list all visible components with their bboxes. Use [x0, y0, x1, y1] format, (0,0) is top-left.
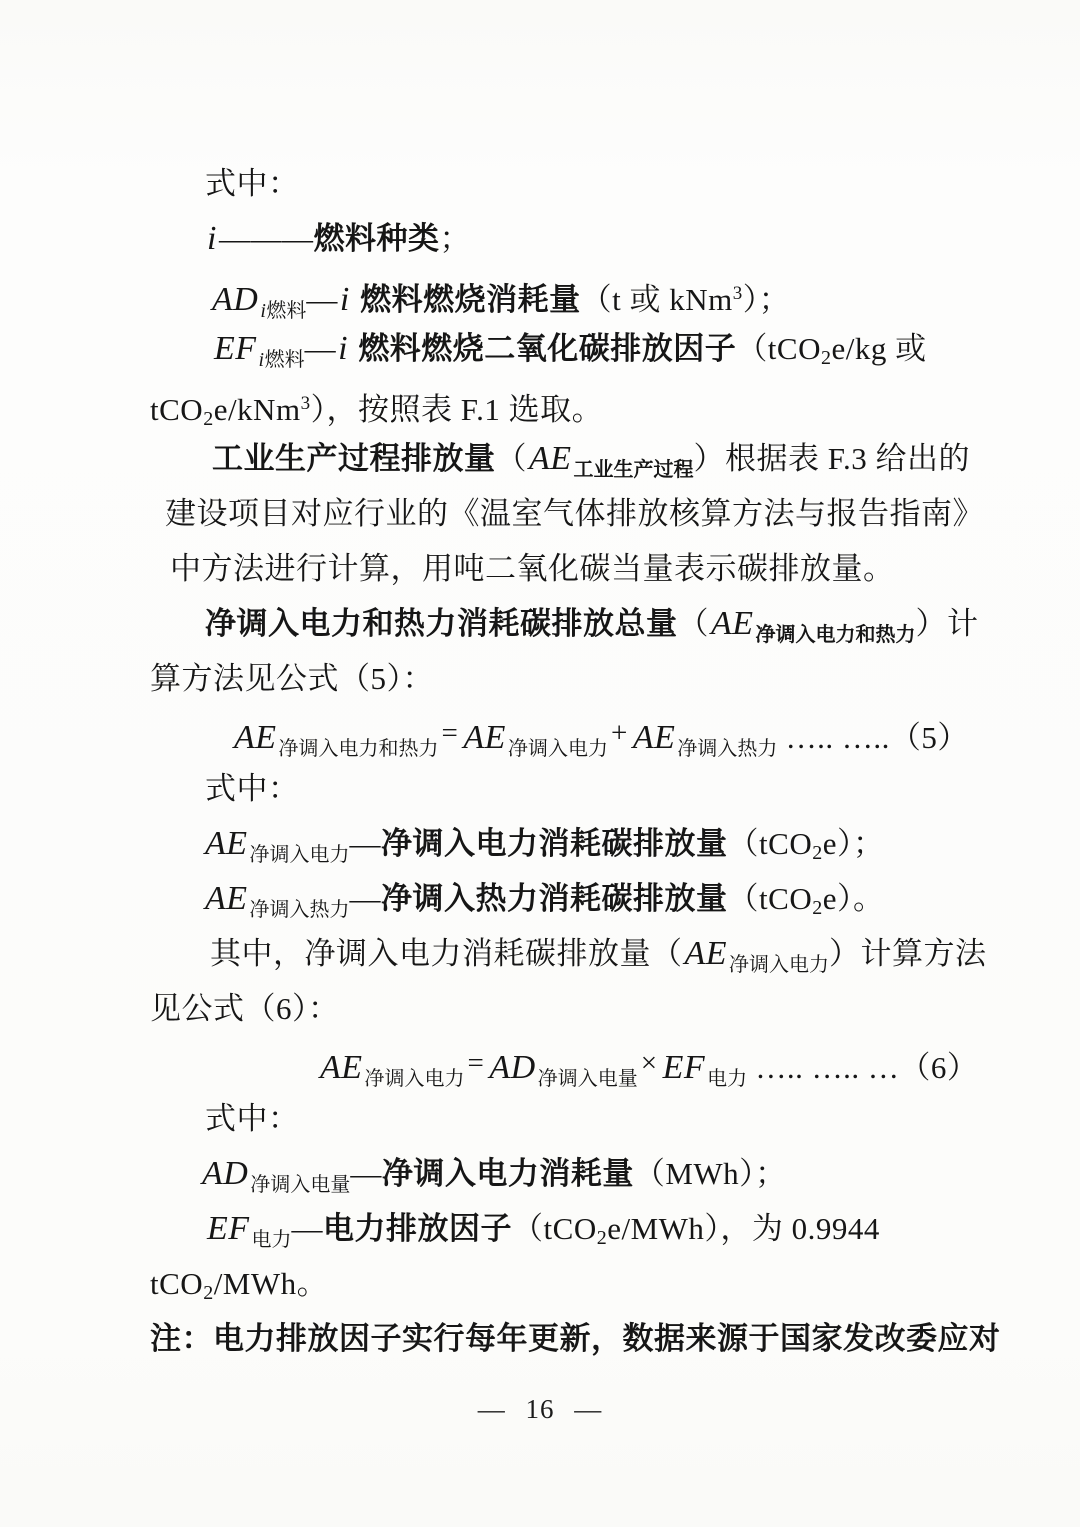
definition-ad-power — [200, 1146, 940, 1201]
label-shizhong-2 — [205, 761, 940, 816]
para-qizhong — [210, 926, 987, 981]
superscript: 3 — [300, 393, 311, 414]
text-run: — — [304, 331, 337, 366]
text-run: （t 或 kNm — [580, 282, 733, 317]
formula-variable: AE — [711, 605, 754, 642]
text-run: 建设项目对应行业的《温室气体排放核算方法与报告指南》 — [165, 496, 984, 531]
formula-variable: AD — [212, 281, 259, 318]
formula-subscript: 净调入热力 — [249, 899, 350, 921]
formula-subscript: 净调入电力 — [364, 1068, 465, 1090]
variable-subscript: i — [258, 349, 265, 371]
note-line — [150, 1311, 1001, 1366]
formula-variable: AE — [205, 880, 248, 917]
formula-variable: i — [207, 220, 217, 257]
page-number: — 16 — — [477, 1394, 603, 1424]
text-run: 式中： — [205, 1101, 300, 1136]
bold-term: 净调入电力消耗碳排放量 — [381, 826, 728, 861]
formula-subscript: 净调入电量 — [537, 1068, 638, 1090]
text-run: ….. ….. …（6） — [747, 1050, 979, 1085]
text-run: （MWh）； — [633, 1156, 787, 1191]
para-qizhong-cont — [150, 981, 940, 1036]
text-run: tCO — [150, 1266, 204, 1301]
formula-variable: AE — [320, 1049, 363, 1086]
chemical-subscript: 2 — [596, 1227, 608, 1249]
bold-subscript: 净调入电力和热力 — [755, 624, 916, 646]
formula-variable: AE — [234, 719, 277, 756]
text-run: 其中，净调入电力消耗碳排放量（ — [210, 936, 683, 971]
formula-subscript: 净调入热力 — [677, 738, 778, 760]
formula-subscript: 净调入电力 — [249, 844, 350, 866]
text-run: ），按照表 F.1 选取。 — [310, 392, 604, 427]
formula-variable: EF — [207, 1210, 250, 1247]
chemical-subscript: 2 — [821, 347, 832, 369]
text-run: （ — [495, 441, 527, 476]
text-run: ….. …..（5） — [777, 720, 969, 755]
variable-subscript: i — [260, 300, 267, 322]
formula-variable: AE — [463, 719, 506, 756]
formula-operator: + — [610, 717, 628, 749]
label-shizhong-1 — [205, 156, 940, 211]
formula-variable: AD — [489, 1049, 536, 1086]
formula-variable: i — [339, 281, 350, 318]
bold-term: 燃料燃烧二氧化碳排放因子 — [358, 331, 737, 366]
text-run: e/kNm — [213, 392, 301, 427]
text-run: ）计算方法 — [829, 936, 987, 971]
text-run: （tCO — [736, 331, 821, 366]
formula-subscript: 电力 — [251, 1229, 292, 1251]
formula-operator: = — [467, 1047, 485, 1079]
formula-operator: = — [441, 717, 459, 749]
text-run: /MWh。 — [213, 1266, 329, 1301]
bold-term: 燃料种类 — [313, 221, 440, 256]
formula-subscript: 净调入电量 — [250, 1174, 351, 1196]
text-run: ）； — [742, 282, 791, 317]
formula-subscript: 电力 — [707, 1068, 748, 1090]
superscript: 3 — [732, 283, 743, 304]
text-run: （tCO — [512, 1211, 597, 1246]
text-run: ——— — [218, 221, 314, 256]
text-run: e/MWh），为 0.9944 — [607, 1211, 880, 1246]
definition-ad-fuel — [210, 266, 940, 321]
formula-variable: AE — [529, 440, 572, 477]
formula-operator: × — [640, 1047, 658, 1079]
text-run: e）。 — [822, 881, 885, 916]
definition-ef-fuel-cont — [150, 376, 940, 431]
formula-variable: EF — [662, 1049, 706, 1086]
para-industrial-process — [212, 431, 971, 486]
formula-subscript: 燃料 — [264, 349, 305, 371]
formula-subscript: 净调入电力 — [729, 954, 830, 976]
formula-subscript: 净调入电力和热力 — [278, 738, 439, 760]
definition-ef-fuel — [212, 321, 940, 376]
bold-subscript: 工业生产过程 — [573, 459, 694, 481]
definition-ef-power-cont — [150, 1256, 940, 1311]
para-industrial-process-cont2 — [170, 541, 940, 596]
formula-variable: AE — [205, 825, 248, 862]
formula-5 — [232, 706, 969, 761]
text-run — [352, 282, 360, 317]
bold-term: 净调入电力消耗量 — [381, 1156, 634, 1191]
formula-subscript: 燃料 — [266, 300, 307, 322]
formula-variable: i — [338, 330, 349, 367]
formula-variable: AE — [632, 719, 676, 756]
text-run: e/kg 或 — [831, 331, 927, 366]
definition-ef-power — [205, 1201, 940, 1256]
bold-term: 净调入热力消耗碳排放量 — [381, 881, 728, 916]
formula-variable: AD — [202, 1155, 249, 1192]
text-run: （tCO — [727, 826, 813, 861]
text-run: （ — [677, 606, 709, 641]
label-shizhong-3 — [205, 1091, 940, 1146]
para-net-power-heat — [205, 596, 979, 651]
bold-term: 工业生产过程排放量 — [212, 441, 496, 476]
chemical-subscript: 2 — [812, 897, 823, 919]
formula-variable: EF — [214, 330, 257, 367]
bold-term: 燃料燃烧消耗量 — [360, 282, 581, 317]
note-text: 注：电力排放因子实行每年更新，数据来源于国家发改委应对 — [150, 1321, 1001, 1356]
text-run: （tCO — [727, 881, 813, 916]
text-run: — — [306, 282, 338, 317]
formula-variable: AE — [684, 935, 728, 972]
para-industrial-process-cont1 — [165, 486, 984, 541]
text-run: 中方法进行计算，用吨二氧化碳当量表示碳排放量。 — [170, 551, 895, 586]
formula-subscript: 净调入电力 — [507, 738, 608, 760]
text-run: — — [350, 1156, 382, 1191]
text-run: ； — [439, 221, 471, 256]
text-run: 式中： — [205, 166, 300, 201]
text-run: — — [349, 826, 382, 861]
chemical-subscript: 2 — [203, 1282, 214, 1304]
chemical-subscript: 2 — [203, 408, 214, 430]
text-run: 算方法见公式（5）： — [150, 661, 434, 696]
formula-6 — [318, 1036, 979, 1091]
text-run: e）； — [822, 826, 885, 861]
text-run: 见公式（6）： — [150, 991, 340, 1026]
text-run: — — [291, 1211, 324, 1246]
para-net-power-heat-cont — [150, 651, 940, 706]
bold-term: 电力排放因子 — [323, 1211, 513, 1246]
text-run: tCO — [150, 392, 204, 427]
definition-i — [205, 211, 940, 266]
text-run: ）计 — [915, 606, 979, 641]
text-run: ）根据表 F.3 给出的 — [693, 441, 971, 476]
definition-ae-heat — [203, 871, 940, 926]
text-run: — — [349, 881, 382, 916]
document-body — [150, 156, 1001, 1366]
chemical-subscript: 2 — [812, 842, 823, 864]
definition-ae-power — [203, 816, 940, 871]
text-run: 式中： — [205, 771, 300, 806]
bold-term: 净调入电力和热力消耗碳排放总量 — [205, 606, 678, 641]
